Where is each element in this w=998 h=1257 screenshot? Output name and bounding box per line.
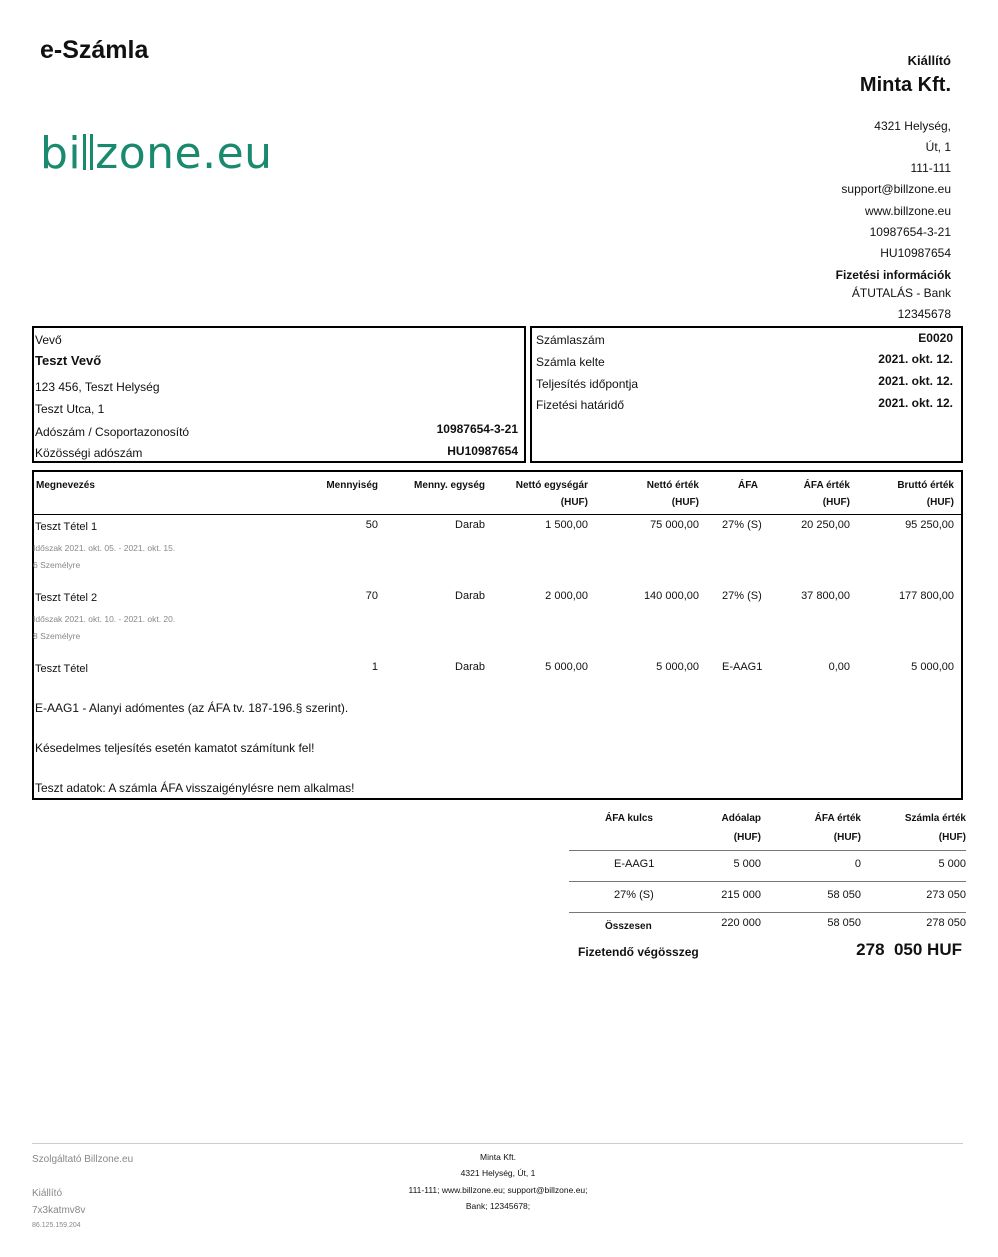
footer-ip: 86.125.159.204 bbox=[32, 1222, 81, 1229]
summary-total: 5 000 bbox=[938, 858, 966, 870]
col-header-net-cur: (HUF) bbox=[671, 497, 699, 508]
item-vat: 27% (S) bbox=[722, 519, 762, 531]
summary-header-rate: ÁFA kulcs bbox=[605, 813, 653, 824]
col-header-unit-price: Nettó egységár bbox=[515, 480, 588, 491]
item-unit: Darab bbox=[455, 590, 485, 602]
buyer-name: Teszt Vevő bbox=[35, 353, 102, 368]
payment-method: ÁTUTALÁS - Bank bbox=[851, 286, 951, 300]
summary-total-label: Összesen bbox=[605, 921, 652, 932]
item-net: 5 000,00 bbox=[656, 661, 699, 673]
item-gross: 177 800,00 bbox=[898, 590, 954, 602]
buyer-eu-tax-value: HU10987654 bbox=[447, 444, 518, 458]
item-name: Teszt Tétel bbox=[35, 663, 88, 675]
issuer-email: support@billzone.eu bbox=[841, 182, 951, 196]
summary-vat: 58 050 bbox=[827, 917, 861, 929]
item-qty: 50 bbox=[365, 519, 378, 531]
summary-divider bbox=[569, 881, 966, 882]
logo-text-start: bi bbox=[40, 128, 82, 179]
issuer-web: www.billzone.eu bbox=[864, 204, 951, 218]
col-header-gross: Bruttó érték bbox=[897, 480, 954, 491]
note-test-data: Teszt adatok: A számla ÁFA visszaigénylésre nem alkalmas! bbox=[35, 781, 355, 795]
summary-vat: 0 bbox=[854, 858, 861, 870]
invoice-number-value: E0020 bbox=[918, 331, 953, 345]
col-header-gross-cur: (HUF) bbox=[926, 497, 954, 508]
summary-total: 273 050 bbox=[926, 889, 966, 901]
page-title: e-Számla bbox=[40, 36, 149, 64]
summary-total: 278 050 bbox=[926, 917, 966, 929]
summary-divider bbox=[569, 850, 966, 851]
bank-account: 12345678 bbox=[897, 307, 951, 321]
item-vat-value: 20 250,00 bbox=[801, 519, 850, 531]
footer-company: Minta Kft. bbox=[480, 1152, 516, 1162]
items-header-divider bbox=[34, 514, 961, 515]
buyer-eu-tax-label: Közösségi adószám bbox=[35, 446, 143, 460]
footer-bank: Bank; 12345678; bbox=[465, 1201, 531, 1211]
issuer-heading: Kiállító bbox=[907, 53, 951, 68]
due-date-value: 2021. okt. 12. bbox=[878, 396, 953, 410]
logo-bar bbox=[83, 134, 86, 170]
col-header-qty: Mennyiség bbox=[326, 480, 378, 491]
summary-header-base: Adóalap bbox=[721, 813, 761, 824]
item-period: Időszak 2021. okt. 10. - 2021. okt. 20. bbox=[33, 614, 176, 624]
buyer-box bbox=[32, 326, 526, 463]
issuer-phone: 111-111 bbox=[910, 161, 951, 175]
item-unit: Darab bbox=[455, 661, 485, 673]
buyer-label: Vevő bbox=[35, 333, 62, 347]
summary-rate: E-AAG1 bbox=[614, 858, 655, 870]
buyer-address-2: Teszt Utca, 1 bbox=[35, 402, 105, 416]
logo-text-end: zone.eu bbox=[95, 128, 273, 179]
item-vat-value: 0,00 bbox=[828, 661, 850, 673]
summary-base: 215 000 bbox=[721, 889, 761, 901]
payable-amount: 278 050 HUF bbox=[856, 940, 962, 959]
issuer-address-2: Út, 1 bbox=[925, 140, 951, 154]
invoice-date-value: 2021. okt. 12. bbox=[878, 352, 953, 366]
summary-header-total: Számla érték bbox=[904, 813, 966, 824]
item-net: 75 000,00 bbox=[650, 519, 699, 531]
summary-header-vat-cur: (HUF) bbox=[833, 832, 861, 843]
col-header-vat: ÁFA bbox=[738, 480, 758, 491]
item-note: 8 Személyre bbox=[33, 631, 81, 641]
item-qty: 1 bbox=[371, 661, 378, 673]
item-note: 6 Személyre bbox=[33, 560, 81, 570]
col-header-unit: Menny. egység bbox=[414, 480, 485, 491]
summary-header-vat: ÁFA érték bbox=[814, 813, 861, 824]
billzone-logo bbox=[40, 128, 273, 179]
item-qty: 70 bbox=[365, 590, 378, 602]
footer-divider bbox=[32, 1143, 963, 1144]
invoice-date-label: Számla kelte bbox=[536, 355, 605, 369]
item-vat: 27% (S) bbox=[722, 590, 762, 602]
logo-bar bbox=[90, 134, 93, 170]
issuer-eu-tax-number: HU10987654 bbox=[880, 246, 951, 260]
issuer-name: Minta Kft. bbox=[859, 74, 951, 96]
item-gross: 5 000,00 bbox=[911, 661, 954, 673]
buyer-address-1: 123 456, Teszt Helység bbox=[35, 380, 160, 394]
summary-divider bbox=[569, 912, 966, 913]
footer-contacts: 111-111; www.billzone.eu; support@billzone.eu; bbox=[408, 1185, 588, 1195]
buyer-tax-label: Adószám / Csoportazonosító bbox=[35, 425, 190, 439]
col-header-unit-price-cur: (HUF) bbox=[560, 497, 588, 508]
summary-base: 220 000 bbox=[721, 917, 761, 929]
note-late-payment: Késedelmes teljesítés esetén kamatot számítunk fel! bbox=[35, 741, 315, 755]
due-date-label: Fizetési határidő bbox=[536, 398, 625, 412]
col-header-vat-value: ÁFA érték bbox=[803, 480, 850, 491]
item-name: Teszt Tétel 2 bbox=[35, 592, 98, 604]
note-vat-exemption: E-AAG1 - Alanyi adómentes (az ÁFA tv. 187-196.§ szerint). bbox=[35, 701, 349, 715]
item-unit-price: 5 000,00 bbox=[545, 661, 588, 673]
item-name: Teszt Tétel 1 bbox=[35, 521, 98, 533]
item-unit: Darab bbox=[455, 519, 485, 531]
col-header-name: Megnevezés bbox=[36, 480, 95, 491]
item-gross: 95 250,00 bbox=[905, 519, 954, 531]
summary-rate: 27% (S) bbox=[614, 889, 654, 901]
item-unit-price: 2 000,00 bbox=[545, 590, 588, 602]
summary-header-base-cur: (HUF) bbox=[733, 832, 761, 843]
col-header-net: Nettó érték bbox=[646, 480, 699, 491]
payable-label: Fizetendő végösszeg bbox=[578, 945, 699, 959]
col-header-vat-value-cur: (HUF) bbox=[822, 497, 850, 508]
payment-info-heading: Fizetési információk bbox=[835, 268, 951, 282]
summary-header-total-cur: (HUF) bbox=[938, 832, 966, 843]
item-period: Időszak 2021. okt. 05. - 2021. okt. 15. bbox=[33, 543, 176, 553]
item-net: 140 000,00 bbox=[643, 590, 699, 602]
fulfillment-date-value: 2021. okt. 12. bbox=[878, 374, 953, 388]
item-unit-price: 1 500,00 bbox=[545, 519, 588, 531]
invoice-number-label: Számlaszám bbox=[536, 333, 605, 347]
summary-vat: 58 050 bbox=[827, 889, 861, 901]
issuer-address-1: 4321 Helység, bbox=[874, 119, 951, 133]
issuer-tax-number: 10987654-3-21 bbox=[869, 225, 951, 239]
item-vat: E-AAG1 bbox=[722, 661, 763, 673]
item-vat-value: 37 800,00 bbox=[801, 590, 850, 602]
footer-address: 4321 Helység, Út, 1 bbox=[460, 1168, 536, 1178]
fulfillment-date-label: Teljesítés időpontja bbox=[536, 377, 639, 391]
footer-issuer-label: Kiállító bbox=[32, 1188, 63, 1199]
buyer-tax-value: 10987654-3-21 bbox=[436, 422, 518, 436]
summary-base: 5 000 bbox=[733, 858, 761, 870]
footer-code: 7x3katmv8v bbox=[32, 1205, 86, 1216]
footer-provider: Szolgáltató Billzone.eu bbox=[32, 1154, 134, 1165]
